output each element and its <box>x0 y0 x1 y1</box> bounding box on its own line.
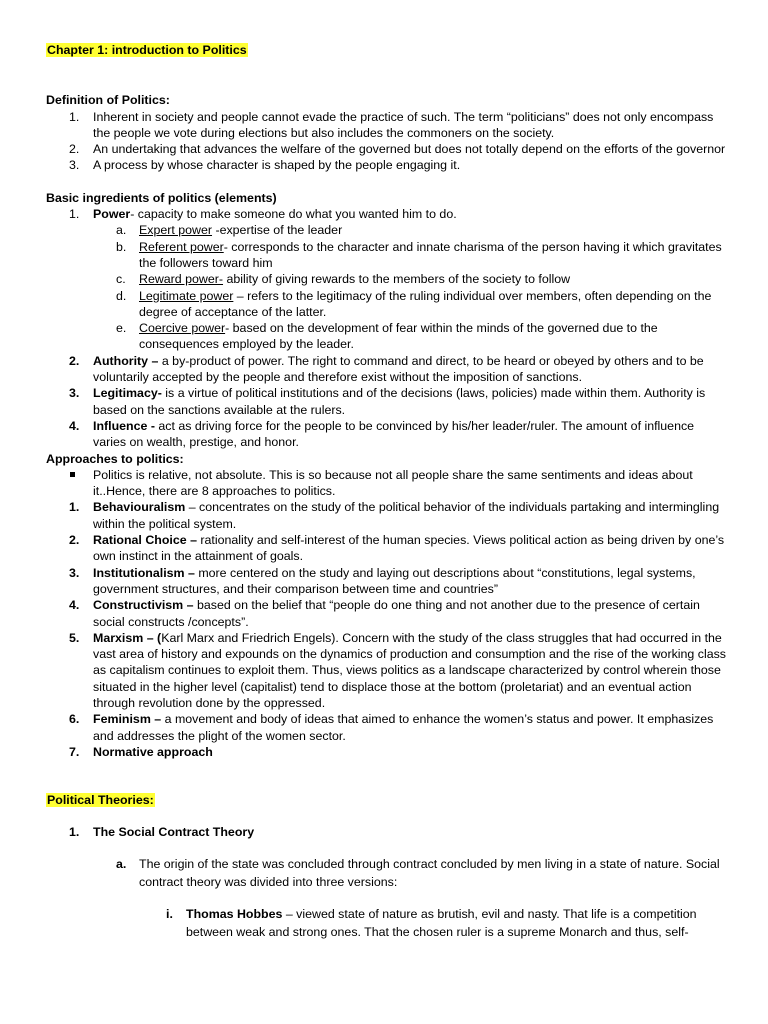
ingredients-list <box>46 353 726 451</box>
chapter-title <box>46 42 726 58</box>
approaches-heading: Approaches to politics: <box>46 451 184 466</box>
chapter-title-text: Chapter 1: introduction to Politics <box>47 43 247 57</box>
list-item: 1. Behaviouralism – concentrates on the study of the political behavior of the individuals partaking and intermingling within the political system. <box>69 500 720 531</box>
definition-list <box>46 109 726 174</box>
list-item: 2. An undertaking that advances the welfare of the governed but does not totally depend on the efforts of the governor <box>69 142 726 157</box>
theory-sub-a: a. The origin of the state was concluded through contract concluded by men living in a state of nature. Social contract theory was divided into three versions: <box>116 856 720 889</box>
list-item: 3. Legitimacy- is a virtue of political institutions and of the decisions (laws, policies) made within them. Authority is based on the sanctions available at the rulers. <box>69 386 706 417</box>
list-item: 4. Influence - act as driving force for the people to be convinced by his/her leader/ruler. The amount of influence varies on wealth, prestige, and honor. <box>69 418 695 450</box>
list-item: 2. Authority – a by-product of power. The right to command and direct, to be heard or obeyed by others and to be voluntarily accepted by the people and therefore exist without the imposition of sanctions. <box>69 353 704 385</box>
approaches-list <box>46 499 726 760</box>
list-item: 6. Feminism – a movement and body of ideas that aimed to enhance the women’s status and power. It emphasizes and addresses the plight of the women sector. <box>69 712 714 743</box>
theory-item: 1. The Social Contract Theory <box>69 825 255 840</box>
theories-heading: Political Theories: <box>47 793 154 808</box>
list-item: d. Legitimate power – refers to the legitimacy of the ruling individual over members, often depending on the degree of acceptance of the latter. <box>116 288 712 319</box>
theory-sub-i: i. Thomas Hobbes – viewed state of nature as brutish, evil and nasty. That life is a competition between weak and strong ones. That the chosen ruler is a supreme Monarch and thus, self- <box>166 906 697 939</box>
list-item: 3. A process by whose character is shaped by the people engaging it. <box>69 158 461 173</box>
square-bullet-icon <box>70 472 75 477</box>
list-item: b. Referent power- corresponds to the character and innate charisma of the person having it which gravitates the followers toward him <box>116 239 722 270</box>
definition-heading: Definition of Politics: <box>46 93 170 108</box>
list-item: 2. Rational Choice – rationality and self-interest of the human species. Views political action as being driven by one’s own instinct in the attainment of goals. <box>69 533 725 564</box>
list-item: 3. Institutionalism – more centered on the study and laying out descriptions about “constitutions, legal systems, government structures, and their comparison between time and countries” <box>69 565 696 596</box>
list-item: a. Expert power -expertise of the leader <box>116 223 343 238</box>
document-page <box>46 42 726 941</box>
list-item: 1. Inherent in society and people cannot evade the practice of such. The term “politicians” does not only encompass the people we vote during elections but also includes the commoners on the society. <box>69 109 714 140</box>
list-item: c. Reward power- ability of giving rewards to the members of the society to follow <box>116 272 571 287</box>
power-types-list <box>46 222 726 352</box>
list-item: 5. Marxism – (Karl Marx and Friedrich Engels). Concern with the study of the class struggles that had occurred in the vast area of history and expounds on the dynamics of production and consumption and the rise of the working class as capitalism continues to exploit them. Thus, views politics as a landscape characterized by control wherein those situated in the higher level (capitalist) tend to displace those at the bottom (proletariat) and an eventual action through revolution done by the oppressed. <box>69 630 726 710</box>
list-item: 4. Constructivism – based on the belief that “people do one thing and not another due to the presence of certain social constructs /concepts”. <box>69 598 700 629</box>
list-item: 7. Normative approach <box>69 744 213 759</box>
bullet-item: Politics is relative, not absolute. This is so because not all people share the same sentiments and ideas about it..Hence, there are 8 approaches to politics. <box>46 467 726 500</box>
list-item: e. Coercive power- based on the development of fear within the minds of the governed due to the consequences employed by the leader. <box>116 321 658 352</box>
ingredients-heading: Basic ingredients of politics (elements) <box>46 190 277 205</box>
list-item: 1. Power- capacity to make someone do what you wanted him to do. <box>69 207 457 222</box>
